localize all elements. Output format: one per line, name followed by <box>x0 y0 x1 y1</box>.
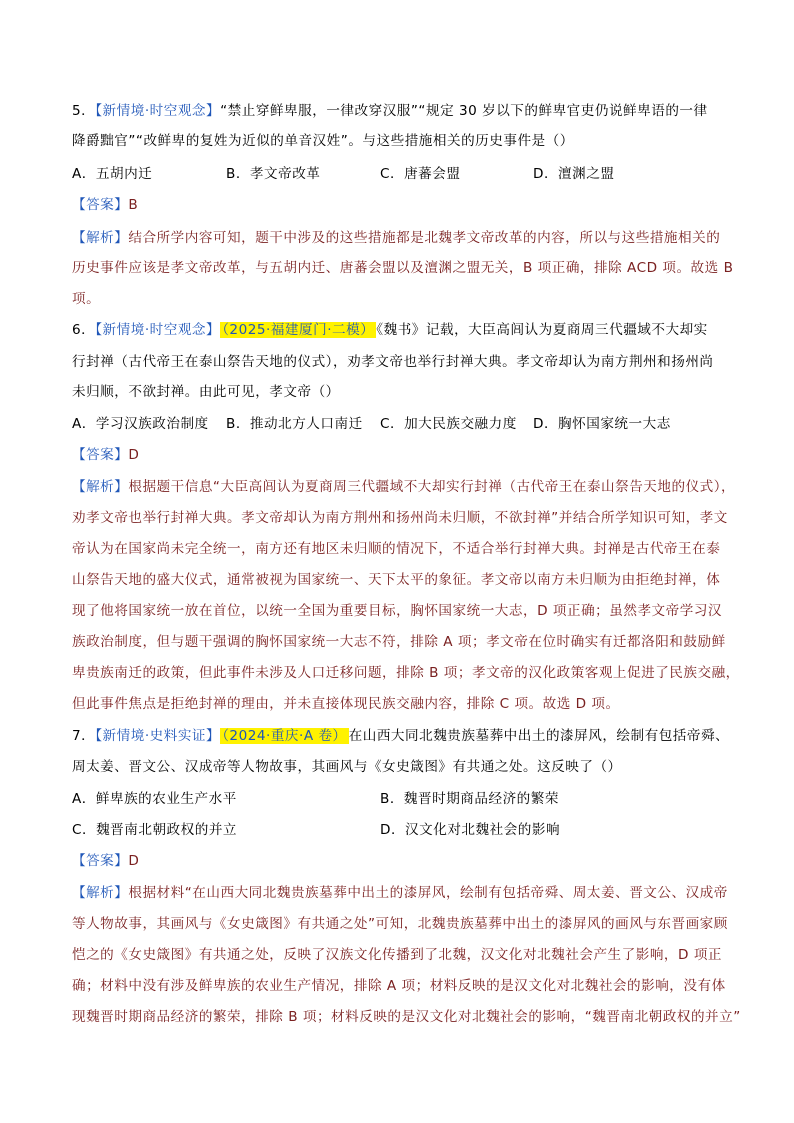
q7-explain-line-2 <box>72 914 728 934</box>
q7-option-b: B．魏晋时期商品经济的繁荣 <box>380 791 559 807</box>
q6-explain-line-7 <box>72 663 740 683</box>
q7-explain-line-3 <box>72 945 722 965</box>
q7-source-badge: （2024·重庆·A 卷） <box>222 728 347 744</box>
q6-explain-5: 现了他将国家统一放在首位，以统一全国为重要目标，胸怀国家统一大志，D 项正确；虽然孝文帝学习汉 <box>72 603 723 619</box>
q6-stem-line-1 <box>72 320 708 340</box>
q6-source-badge: （2025·福建厦门·二模） <box>222 322 375 338</box>
q6-number: 6． <box>72 322 96 338</box>
q5-explain-2: 历史事件应该是孝文帝改革，与五胡内迁、唐蕃会盟以及澶渊之盟无关，B 项正确，排除 ACD 项。故选 B <box>72 260 734 276</box>
q6-explain-7: 卑贵族南迁的政策，但此事件未涉及人口迁移问题，排除 B 项；孝文帝的汉化政策客观上促进了民族交融， <box>72 665 740 681</box>
q7-stem-line-2 <box>72 757 622 777</box>
q7-option-a: A．鲜卑族的农业生产水平 <box>72 791 237 807</box>
q6-text-2: 行封禅（古代帝王在泰山祭告天地的仪式），劝孝文帝也举行封禅大典。孝文帝却认为南方荆州和扬州尚 <box>72 354 714 370</box>
q7-explain-line-5 <box>72 1007 741 1027</box>
q7-stem-line-1 <box>72 726 729 746</box>
q6-answer-value: D <box>128 447 140 463</box>
q6-explain-4: 山祭告天地的盛大仪式，通常被视为国家统一、天下太平的象征。孝文帝以南方未归顺为由拒绝封禅，体 <box>72 572 721 588</box>
q6-explain-line-8 <box>72 694 620 714</box>
q6-explain-line-4 <box>72 570 720 590</box>
q5-tag: 【新情境·时空观念】 <box>95 103 221 119</box>
q6-text-1: 《魏书》记载，大臣高闾认为夏商周三代疆域不大却实 <box>376 322 708 338</box>
q5-answer <box>72 195 138 215</box>
q5-text-1: “禁止穿鲜卑服，一律改穿汉服”“规定 30 岁以下的鲜卑官吏仍说鲜卑语的一律 <box>220 103 708 119</box>
q7-option-c: C．魏晋南北朝政权的并立 <box>72 822 238 838</box>
q6-tag: 【新情境·时空观念】 <box>95 322 221 338</box>
q7-option-d: D．汉文化对北魏社会的影响 <box>380 822 561 838</box>
q6-option-c: C．加大民族交融力度 <box>380 416 517 432</box>
q7-explain-label: 【解析】 <box>72 885 129 901</box>
q5-option-d: D．澶渊之盟 <box>533 166 615 182</box>
q7-number: 7． <box>72 728 96 744</box>
q7-text-1: 在山西大同北魏贵族墓葬中出土的漆屏风，绘制有包括帝舜、 <box>348 728 730 744</box>
q6-explain-line-5 <box>72 601 722 621</box>
q7-answer <box>72 851 139 871</box>
q5-answer-value: B <box>128 197 139 213</box>
q6-option-d: D．胸怀国家统一大志 <box>533 416 671 432</box>
q7-answer-label: 【答案】 <box>72 853 129 869</box>
q5-option-a: A．五胡内迁 <box>72 166 153 182</box>
q6-option-b: B．推动北方人口南迁 <box>226 416 363 432</box>
q6-explain-line-1 <box>72 477 735 497</box>
q5-number: 5． <box>72 103 96 119</box>
q6-stem-line-2 <box>72 352 714 372</box>
q7-tag: 【新情境·史料实证】 <box>95 728 221 744</box>
q6-explain-8: 但此事件焦点是拒绝封禅的理由，并未直接体现民族交融内容，排除 C 项。故选 D 项。 <box>72 696 620 712</box>
q5-text-2: 降爵黜官”“改鲜卑的复姓为近似的单音汉姓”。与这些措施相关的历史事件是（） <box>72 133 574 149</box>
q5-explain-3: 项。 <box>72 291 101 307</box>
q5-stem-line-2 <box>72 131 574 151</box>
q7-explain-4: 确；材料中没有涉及鲜卑族的农业生产情况，排除 A 项；材料反映的是汉文化对北魏社会的影响，没有体 <box>72 978 726 994</box>
q6-explain-3: 帝认为在国家尚未完全统一，南方还有地区未归顺的情况下，不适合举行封禅大典。封禅是古代帝王在泰 <box>72 541 721 557</box>
q6-explain-line-3 <box>72 539 720 559</box>
q5-explain-line-2 <box>72 258 733 278</box>
q6-answer-label: 【答案】 <box>72 447 129 463</box>
q5-explain-line-3 <box>72 289 100 309</box>
q7-explain-1: 根据材料“在山西大同北魏贵族墓葬中出土的漆屏风，绘制有包括帝舜、周太姜、晋文公、汉成帝 <box>128 885 728 901</box>
q6-explain-line-6 <box>72 632 726 652</box>
q7-answer-value: D <box>128 853 140 869</box>
q6-stem-line-3 <box>72 382 340 402</box>
q5-answer-label: 【答案】 <box>72 197 129 213</box>
q5-stem-line-1 <box>72 101 708 121</box>
q6-option-a: A．学习汉族政治制度 <box>72 416 209 432</box>
q6-explain-line-2 <box>72 508 728 528</box>
q7-text-2: 周太姜、晋文公、汉成帝等人物故事，其画风与《女史箴图》有共通之处。这反映了（） <box>72 759 622 775</box>
q6-answer <box>72 445 139 465</box>
q5-explain-1: 结合所学内容可知，题干中涉及的这些措施都是北魏孝文帝改革的内容，所以与这些措施相关的 <box>128 230 721 246</box>
q6-explain-1: 根据题干信息“大臣高闾认为夏商周三代疆域不大却实行封禅（古代帝王在泰山祭告天地的仪式）， <box>128 479 736 495</box>
q6-explain-6: 族政治制度，但与题干强调的胸怀国家统一大志不符，排除 A 项；孝文帝在位时确实有迁都洛阳和鼓励鲜 <box>72 634 726 650</box>
q6-text-3: 未归顺，不欲封禅。由此可见，孝文帝（） <box>72 384 340 400</box>
q5-explain-label: 【解析】 <box>72 230 129 246</box>
q7-explain-2: 等人物故事，其画风与《女史箴图》有共通之处”可知，北魏贵族墓葬中出土的漆屏风的画风与东晋画家顾 <box>72 916 728 932</box>
q7-explain-3: 恺之的《女史箴图》有共通之处，反映了汉族文化传播到了北魏，汉文化对北魏社会产生了影响，D 项正 <box>72 947 723 963</box>
q5-option-c: C．唐蕃会盟 <box>380 166 461 182</box>
q6-explain-label: 【解析】 <box>72 479 129 495</box>
q5-explain-line-1 <box>72 228 720 248</box>
q5-option-b: B．孝文帝改革 <box>226 166 321 182</box>
q7-explain-5: 现魏晋时期商品经济的繁荣，排除 B 项；材料反映的是汉文化对北魏社会的影响，“魏晋南北朝政权的并立” <box>72 1009 741 1025</box>
q7-explain-line-4 <box>72 976 726 996</box>
q6-explain-2: 劝孝文帝也举行封禅大典。孝文帝却认为南方荆州和扬州尚未归顺，不欲封禅”并结合所学知识可知，孝文 <box>72 510 728 526</box>
q7-explain-line-1 <box>72 883 728 903</box>
